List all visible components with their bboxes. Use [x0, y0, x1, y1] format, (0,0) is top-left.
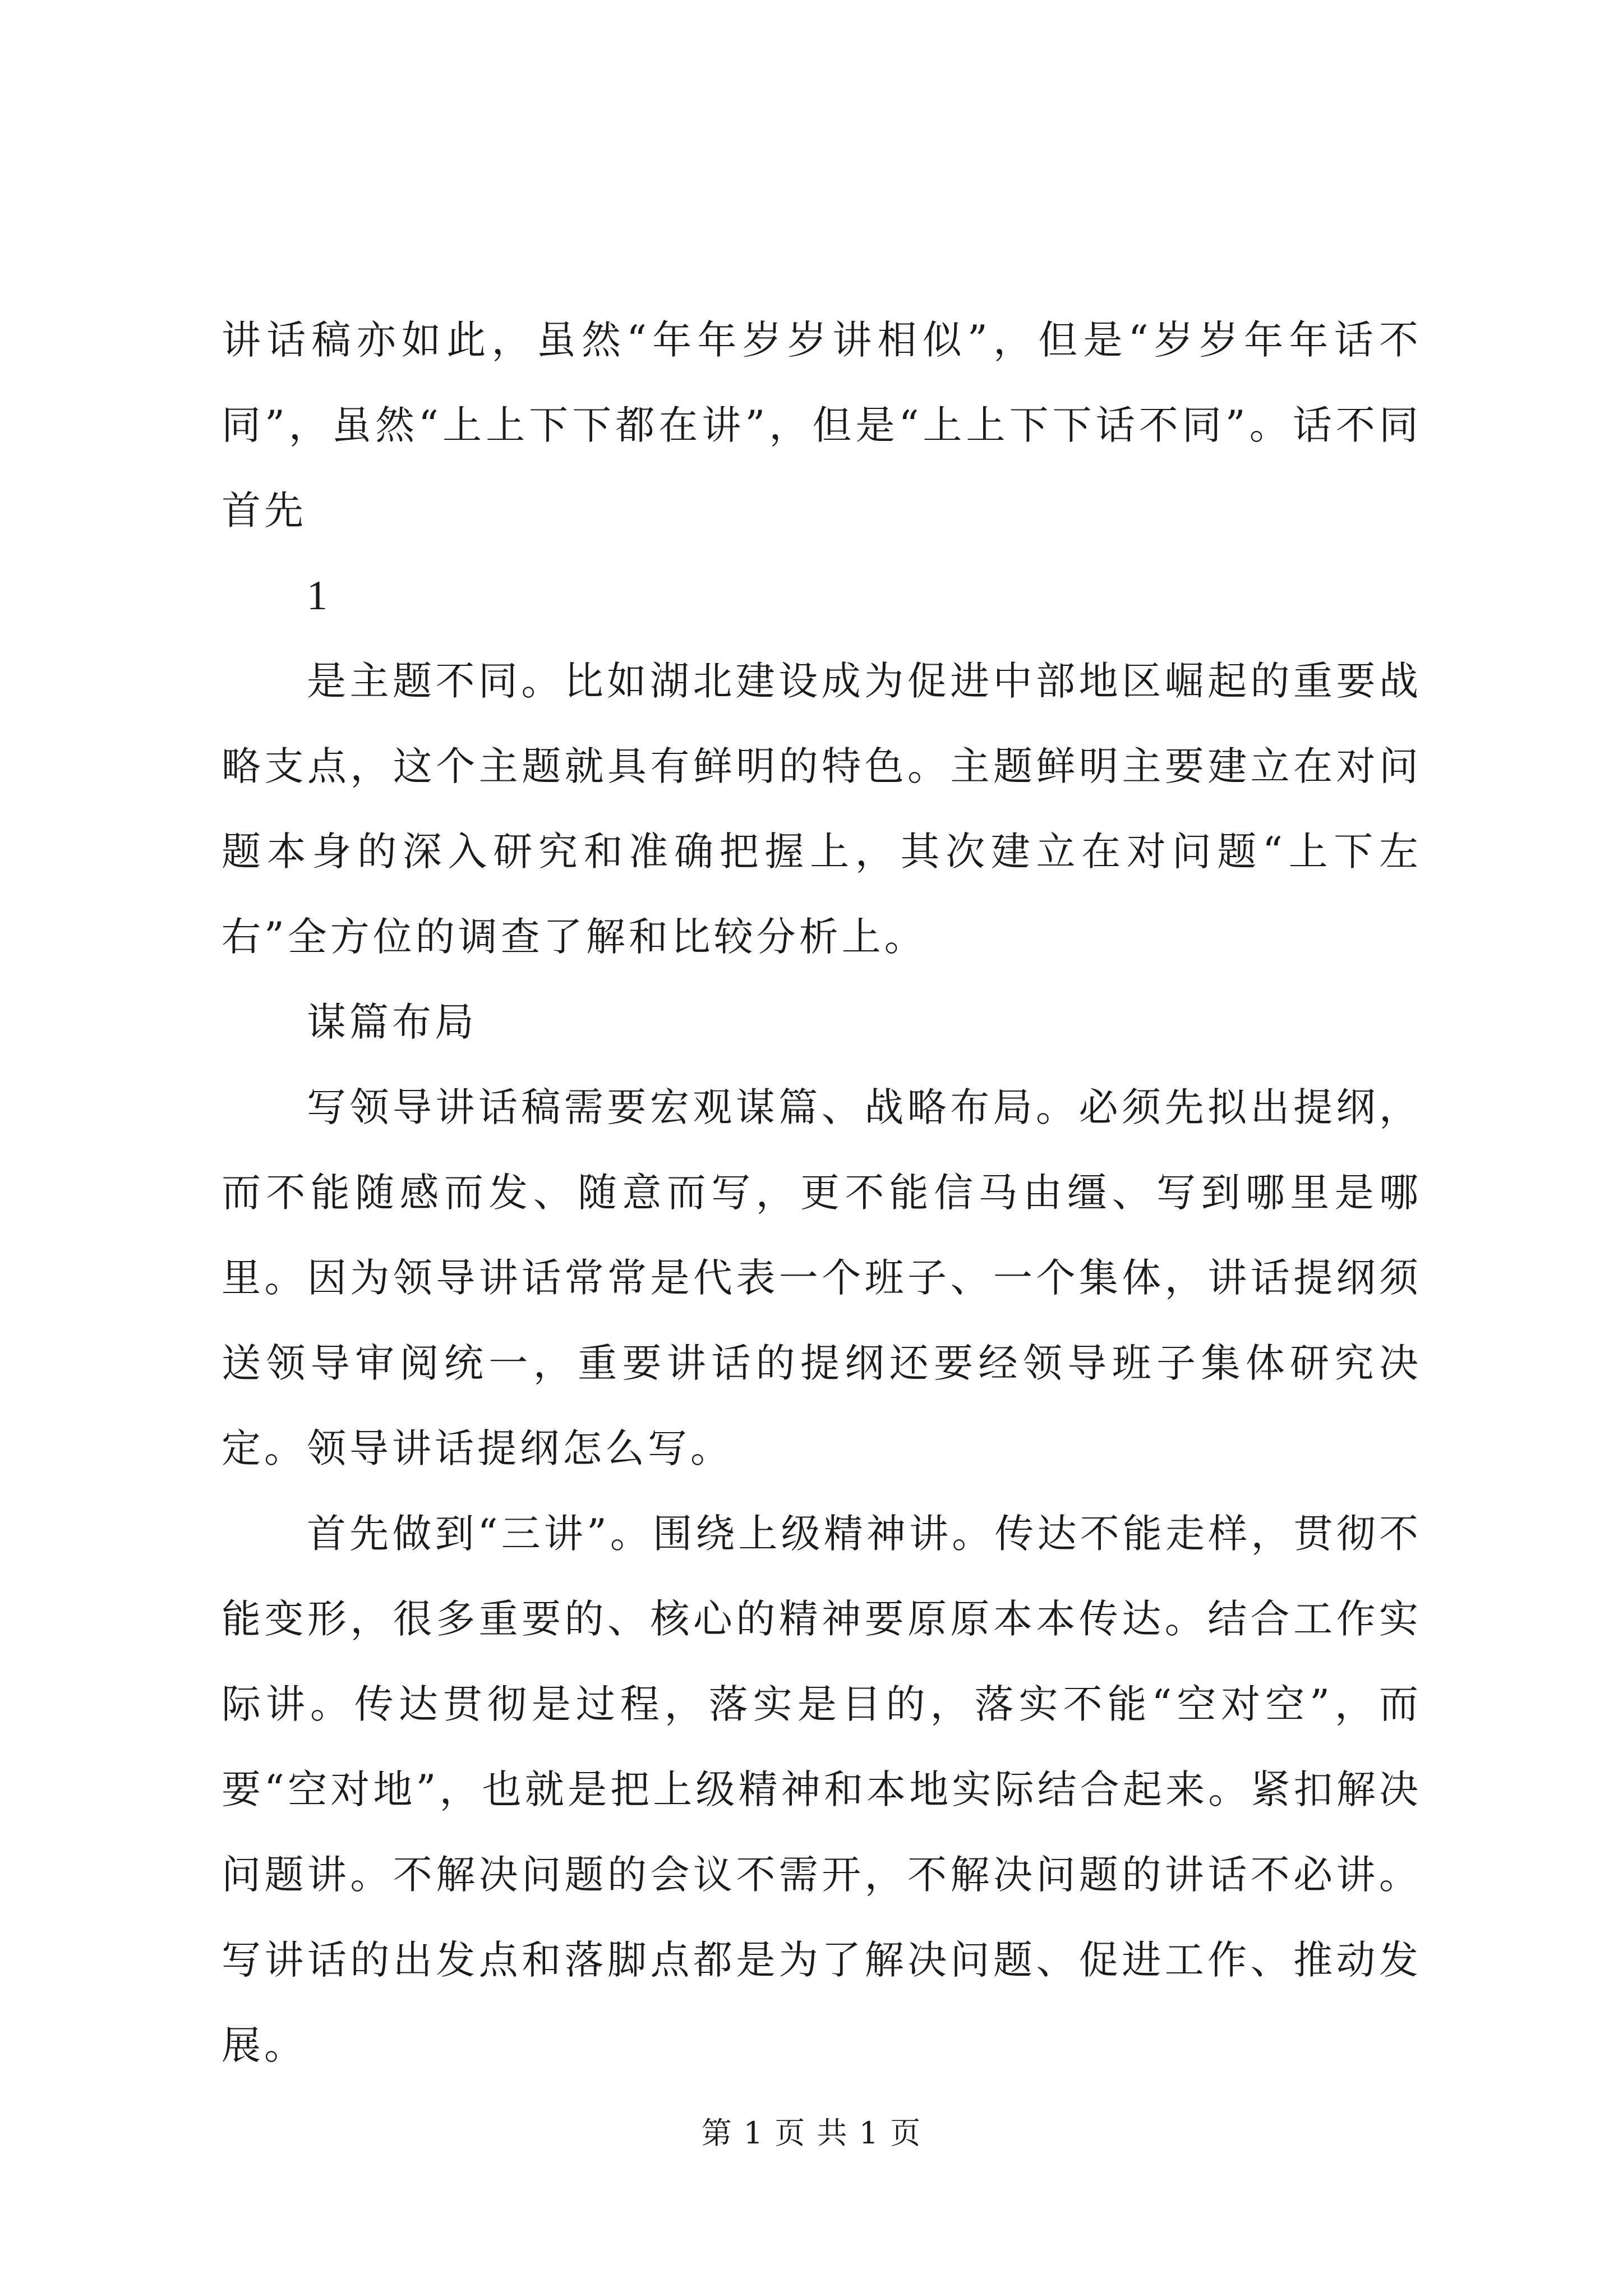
inline-page-number: 1 — [307, 573, 328, 619]
paragraph-outline: 写领导讲话稿需要宏观谋篇、战略布局。必须先拟出提纲，而不能随感而发、随意而写，更不能信马由缰、写到哪里是哪里。因为领导讲话常常是代表一个班子、一个集体，讲话提纲须送领导审阅统一，重要讲话的提纲还要经领导班子集体研究决定。领导讲话提纲怎么写。 — [222, 1084, 1422, 1471]
paragraph-intro: 讲话稿亦如此，虽然“年年岁岁讲相似”，但是“岁岁年年话不同”，虽然“上上下下都在讲”，但是“上上下下话不同”。话不同首先 — [222, 317, 1422, 533]
document-body — [222, 297, 1422, 2088]
section-heading-layout: 谋篇布局 — [307, 999, 477, 1045]
paragraph-theme: 是主题不同。比如湖北建设成为促进中部地区崛起的重要战略支点，这个主题就具有鲜明的特色。主题鲜明主要建立在对问题本身的深入研究和准确把握上，其次建立在对问题“上下左右”全方位的调查了解和比较分析上。 — [222, 658, 1422, 960]
paragraph-three-points: 首先做到“三讲”。围绕上级精神讲。传达不能走样，贯彻不能变形，很多重要的、核心的精神要原原本本传达。结合工作实际讲。传达贯彻是过程，落实是目的，落实不能“空对空”，而要“空对地”，也就是把上级精神和本地实际结合起来。紧扣解决问题讲。不解决问题的会议不需开，不解决问题的讲话不必讲。写讲话的出发点和落脚点都是为了解决问题、促进工作、推动发展。 — [222, 1511, 1422, 2068]
page-footer: 第 1 页 共 1 页 — [701, 2115, 922, 2151]
